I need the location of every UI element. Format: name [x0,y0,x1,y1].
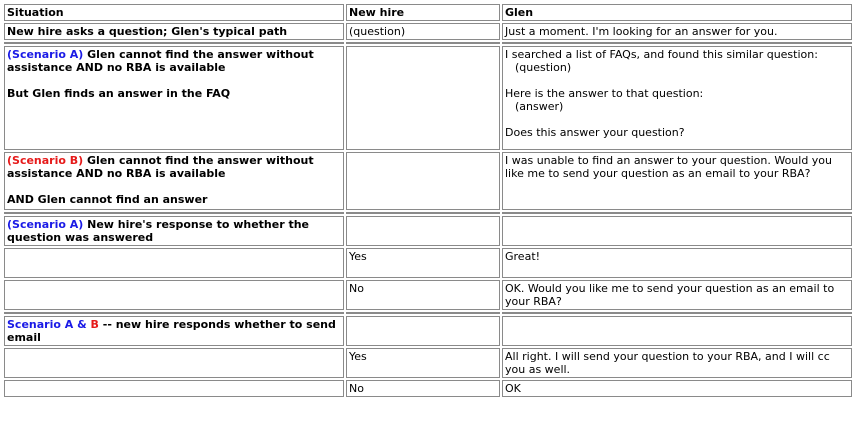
dialog-flow-table [2,2,854,399]
scenario-b-tag: B [90,318,99,331]
glen-cell: OK. Would you like me to send your question as an email to your RBA? [502,280,852,310]
situation-cell [4,152,344,210]
table-row [4,46,852,150]
situation-cell [4,316,344,346]
situation-cell [4,216,344,246]
scenario-a-tag: Scenario A [7,318,74,331]
glen-line: Does this answer your question? [505,126,685,139]
glen-cell: All right. I will send your question to your RBA, and I will cc you as well. [502,348,852,378]
situation-subtext: AND Glen cannot find an answer [7,193,208,206]
header-new-hire: New hire [346,4,500,21]
table-row [4,23,852,40]
glen-cell: I was unable to find an answer to your question. Would you like me to send your question as an email to your RBA? [502,152,852,210]
table-row [4,216,852,246]
situation-cell: New hire asks a question; Glen's typical path [4,23,344,40]
situation-cell [4,248,344,278]
table-row [4,280,852,310]
new-hire-cell [346,152,500,210]
situation-cell [4,280,344,310]
glen-cell [502,216,852,246]
situation-subtext: But Glen finds an answer in the FAQ [7,87,231,100]
scenario-a-tag: (Scenario A) [7,48,84,61]
table-row [4,248,852,278]
glen-cell: OK [502,380,852,397]
glen-cell [502,46,852,150]
ampersand: & [73,318,91,331]
new-hire-cell: No [346,280,500,310]
situation-text: New hire's response to whether the question was answered [7,218,310,244]
spacer-row [4,212,852,214]
situation-text: Glen cannot find the answer without assistance AND no RBA is available [7,154,314,180]
glen-line: (question) [515,61,572,74]
situation-cell [4,348,344,378]
new-hire-cell: (question) [346,23,500,40]
new-hire-cell: Yes [346,248,500,278]
new-hire-cell: Yes [346,348,500,378]
spacer-row [4,42,852,44]
glen-cell: Great! [502,248,852,278]
new-hire-cell [346,316,500,346]
table-row [4,316,852,346]
new-hire-cell [346,46,500,150]
table-row [4,380,852,397]
glen-cell [502,316,852,346]
table-row [4,348,852,378]
glen-line: (answer) [515,100,564,113]
glen-cell: Just a moment. I'm looking for an answer for you. [502,23,852,40]
new-hire-cell [346,216,500,246]
header-glen: Glen [502,4,852,21]
situation-text: Glen cannot find the answer without assistance AND no RBA is available [7,48,314,74]
table-header-row [4,4,852,21]
scenario-a-tag: (Scenario A) [7,218,84,231]
glen-line: I searched a list of FAQs, and found this similar question: [505,48,818,61]
spacer-row [4,312,852,314]
header-situation: Situation [4,4,344,21]
new-hire-cell: No [346,380,500,397]
situation-cell [4,46,344,150]
glen-line: Here is the answer to that question: [505,87,704,100]
situation-text: -- new hire responds whether to send email [7,318,336,344]
situation-cell [4,380,344,397]
table-row [4,152,852,210]
scenario-b-tag: (Scenario B) [7,154,84,167]
